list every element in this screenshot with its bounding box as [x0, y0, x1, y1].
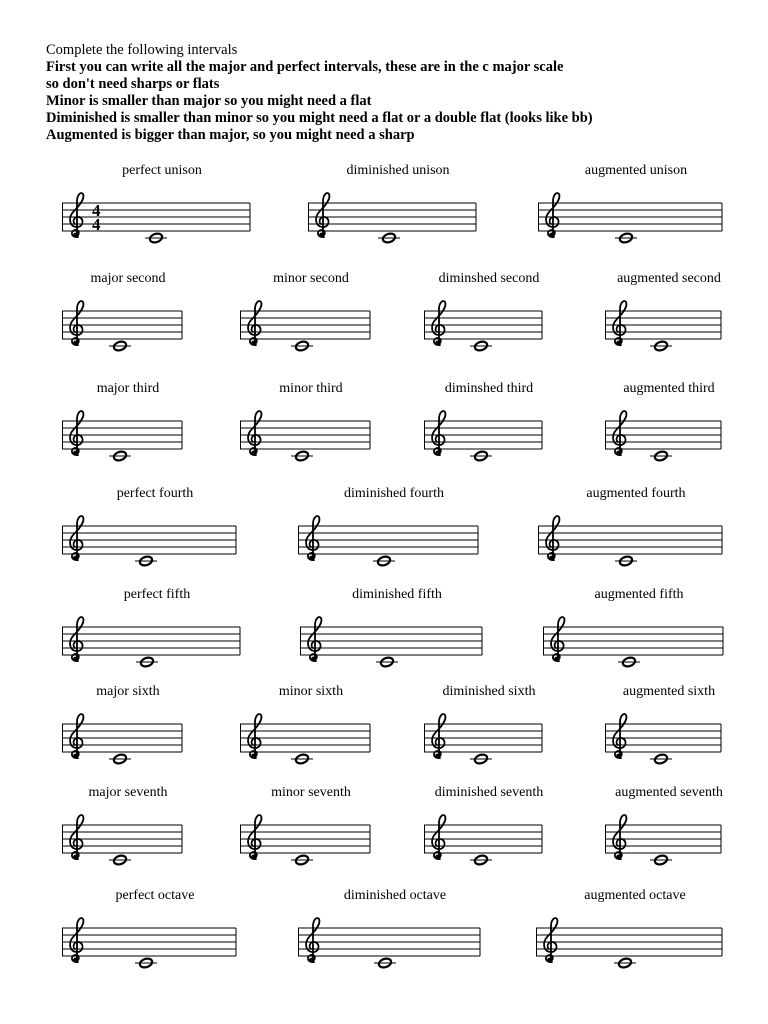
- staff: [240, 702, 374, 772]
- interval-label: augmented seventh: [615, 785, 723, 800]
- interval-label: augmented octave: [584, 888, 686, 903]
- staff: [538, 504, 726, 574]
- interval-exercise: [424, 381, 554, 465]
- instruction-line: so don't need sharps or flats: [46, 76, 220, 92]
- staff: [538, 181, 726, 251]
- instruction-line: Augmented is bigger than major, so you might need a sharp: [46, 127, 415, 143]
- time-signature: [92, 201, 101, 234]
- instructions: [46, 42, 746, 144]
- interval-label: minor second: [273, 271, 349, 286]
- interval-label: diminished fourth: [344, 486, 444, 501]
- interval-exercise: [240, 684, 382, 768]
- interval-exercise: [62, 684, 194, 768]
- interval-exercise: [62, 888, 248, 972]
- interval-exercise: [538, 163, 734, 247]
- staff: [62, 906, 240, 976]
- interval-exercise: [605, 785, 733, 869]
- time-signature-top: 4: [92, 201, 101, 220]
- interval-label: minor third: [279, 381, 343, 396]
- interval-exercise: [298, 486, 490, 570]
- instruction-line: Minor is smaller than major so you might need a flat: [46, 93, 372, 109]
- staff: [605, 399, 725, 469]
- staff: [424, 702, 546, 772]
- staff: [62, 181, 254, 251]
- interval-exercise: [424, 785, 554, 869]
- interval-exercise: [605, 684, 733, 768]
- staff: [240, 399, 374, 469]
- interval-label: major third: [96, 381, 160, 396]
- interval-exercise: [62, 163, 262, 247]
- instructions-lead: Complete the following intervals: [46, 42, 238, 58]
- interval-label: perfect unison: [122, 163, 202, 178]
- interval-exercise: [240, 381, 382, 465]
- interval-label: major seventh: [88, 785, 168, 800]
- staff: [240, 289, 374, 359]
- interval-exercise: [62, 486, 248, 570]
- staff: [424, 399, 546, 469]
- interval-label: diminished octave: [343, 888, 447, 903]
- interval-label: augmented unison: [584, 163, 688, 178]
- interval-label: minor seventh: [271, 785, 351, 800]
- staff: [62, 289, 186, 359]
- interval-exercise: [62, 381, 194, 465]
- interval-label: perfect octave: [115, 888, 195, 903]
- staff: [62, 504, 240, 574]
- interval-exercise: [62, 785, 194, 869]
- interval-exercise: [605, 271, 733, 355]
- staff: [240, 803, 374, 873]
- staff: [62, 605, 244, 675]
- interval-exercise: [424, 684, 554, 768]
- interval-exercise: [308, 163, 488, 247]
- interval-label: diminished sixth: [442, 684, 536, 699]
- staff: [62, 803, 186, 873]
- staff: [605, 289, 725, 359]
- staff: [536, 906, 726, 976]
- staff: [605, 803, 725, 873]
- staff: [424, 289, 546, 359]
- interval-label: major sixth: [96, 684, 160, 699]
- interval-label: augmented fourth: [586, 486, 686, 501]
- interval-label: diminished fifth: [352, 587, 442, 602]
- interval-label: perfect fourth: [116, 486, 194, 501]
- staff: [605, 702, 725, 772]
- interval-exercise: [240, 271, 382, 355]
- instruction-line: Diminished is smaller than minor so you might need a flat or a double flat (looks like bb): [46, 110, 593, 126]
- interval-exercise: [300, 587, 494, 671]
- interval-label: major second: [90, 271, 166, 286]
- interval-exercise: [536, 888, 734, 972]
- time-signature-bottom: 4: [92, 215, 101, 234]
- interval-label: minor sixth: [278, 684, 344, 699]
- interval-label: diminshed second: [438, 271, 540, 286]
- staff: [424, 803, 546, 873]
- interval-label: diminished unison: [346, 163, 450, 178]
- interval-label: augmented third: [623, 381, 715, 396]
- interval-label: perfect fifth: [123, 587, 191, 602]
- interval-exercise: [298, 888, 492, 972]
- staff: [298, 906, 484, 976]
- staff: [62, 702, 186, 772]
- interval-exercise: [62, 271, 194, 355]
- interval-label: augmented fifth: [594, 587, 684, 602]
- interval-exercise: [424, 271, 554, 355]
- staff: [308, 181, 480, 251]
- interval-exercise: [240, 785, 382, 869]
- interval-exercise: [62, 587, 252, 671]
- interval-label: augmented sixth: [622, 684, 716, 699]
- staff: [298, 504, 482, 574]
- interval-label: diminished seventh: [434, 785, 544, 800]
- interval-exercise: [605, 381, 733, 465]
- interval-label: diminshed third: [444, 381, 534, 396]
- interval-exercise: [543, 587, 735, 671]
- staff: [62, 399, 186, 469]
- staff: [300, 605, 486, 675]
- interval-label: augmented second: [617, 271, 721, 286]
- staff: [543, 605, 727, 675]
- interval-exercise: [538, 486, 734, 570]
- instruction-line: First you can write all the major and perfect intervals, these are in the c major scale: [46, 59, 564, 75]
